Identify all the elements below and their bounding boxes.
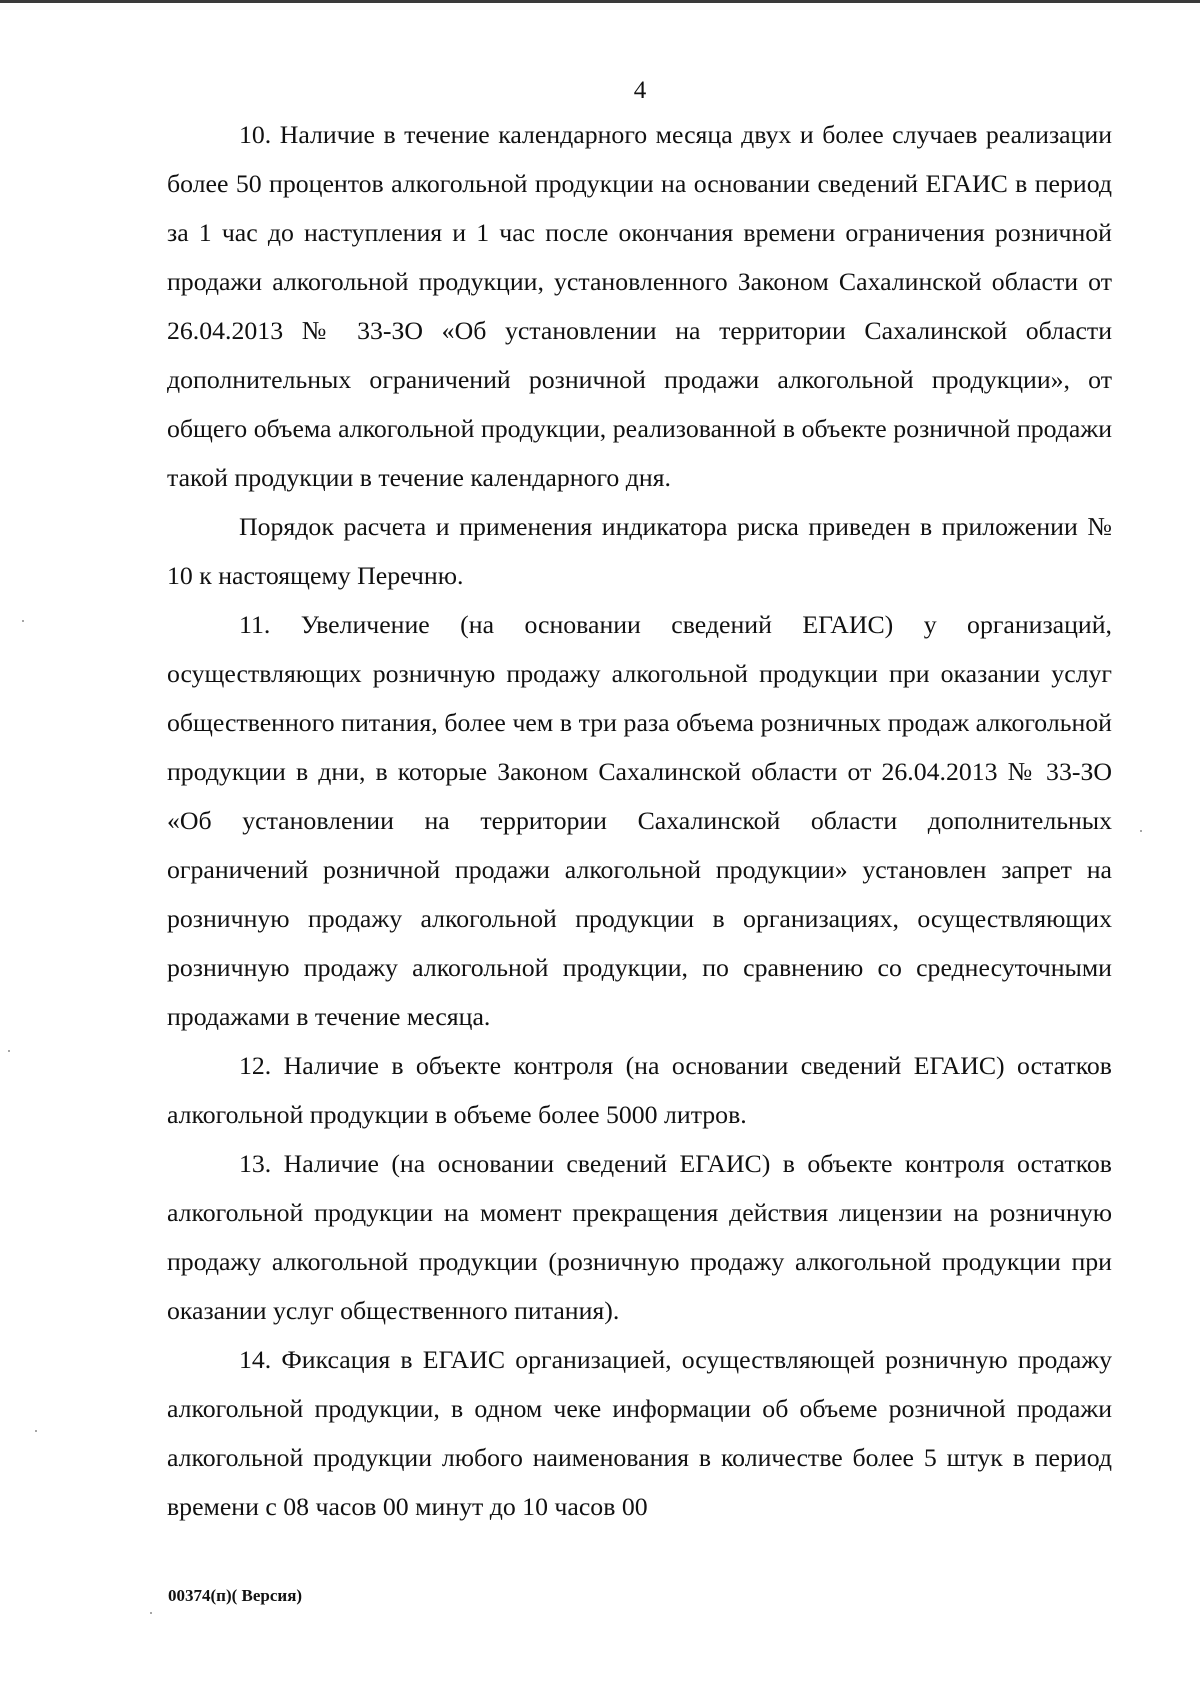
scan-speck: [35, 1430, 37, 1432]
document-footer-code: 00374(п)( Версия): [168, 1586, 303, 1605]
paragraph-item-14: 14. Фиксация в ЕГАИС организацией, осуществляющей розничную продажу алкогольной продукции, в одном чеке информации об объеме розничной продажи алкогольной продукции любого наименования в количестве более 5 штук в период времени с 08 часов 00 минут до 10 часов 00: [167, 1345, 1112, 1521]
paragraph-item-11: 11. Увеличение (на основании сведений ЕГАИС) у организаций, осуществляющих розничную продажу алкогольной продукции при оказании услуг общественного питания, более чем в три раза объема розничных продаж алкогольной продукции в дни, в которые Законом Сахалинской области от 26.04.2013 № 33-ЗО «Об установлении на территории Сахалинской области дополнительных ограничений розничной продажи алкогольной продукции» установлен запрет на розничную продажу алкогольной продукции в организациях, осуществляющих розничную продажу алкогольной продукции, по сравнению со среднесуточными продажами в течение месяца.: [167, 610, 1112, 1031]
paragraph-item-13: 13. Наличие (на основании сведений ЕГАИС) в объекте контроля остатков алкогольной продукции на момент прекращения действия лицензии на розничную продажу алкогольной продукции (розничную продажу алкогольной продукции при оказании услуг общественного питания).: [167, 1149, 1112, 1325]
scan-speck: [22, 620, 24, 622]
scan-speck: [1140, 830, 1142, 832]
scan-speck: [8, 1050, 10, 1052]
page-number: 4: [633, 77, 647, 104]
scan-speck: [150, 1612, 152, 1614]
document-body: [167, 110, 1112, 1531]
top-border-line: [0, 0, 1200, 3]
paragraph-item-12: 12. Наличие в объекте контроля (на основании сведений ЕГАИС) остатков алкогольной продукции в объеме более 5000 литров.: [167, 1051, 1112, 1129]
paragraph-risk-indicator-procedure: Порядок расчета и применения индикатора риска приведен в приложении № 10 к настоящему Перечню.: [167, 512, 1112, 590]
paragraph-item-10: 10. Наличие в течение календарного месяца двух и более случаев реализации более 50 процентов алкогольной продукции на основании сведений ЕГАИС в период за 1 час до наступления и 1 час после окончания времени ограничения розничной продажи алкогольной продукции, установленного Законом Сахалинской области от 26.04.2013 № 33-ЗО «Об установлении на территории Сахалинской области дополнительных ограничений розничной продажи алкогольной продукции», от общего объема алкогольной продукции, реализованной в объекте розничной продажи такой продукции в течение календарного дня.: [167, 120, 1112, 492]
